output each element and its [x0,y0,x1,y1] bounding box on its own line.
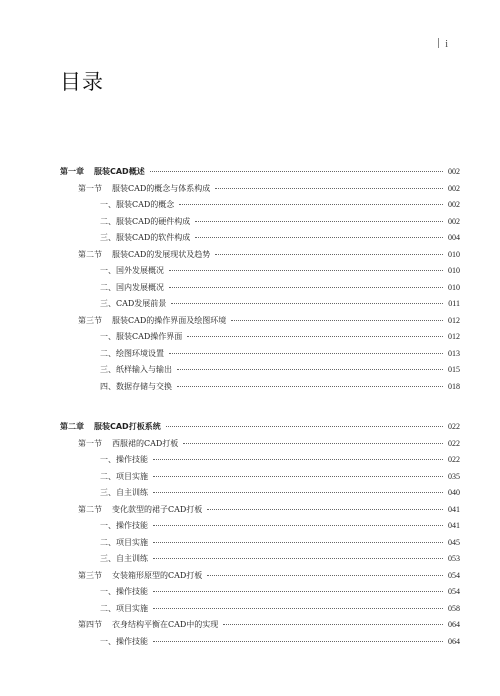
dot-leader [169,287,443,288]
dot-leader [223,624,443,625]
toc-section-entry-page-number: 054 [448,570,460,580]
toc-section-entry-text: 第二节 [78,504,102,514]
toc-section-entry-page-number: 002 [448,183,460,193]
toc-section-entry-page-number: 010 [448,249,460,259]
toc-item-entry-label [100,636,148,647]
dot-leader [153,459,443,460]
toc-item-entry[interactable] [60,471,460,488]
toc-item-entry-page-number: 022 [448,455,460,464]
toc-item-entry[interactable] [60,537,460,554]
dot-leader [153,558,443,559]
toc-section-entry-page-number: 012 [448,315,460,325]
toc-item-entry-label [100,348,164,359]
toc-section-entry-label [78,438,178,449]
toc-section-entry-label [78,570,202,581]
toc-item-entry-page-number: 015 [448,365,460,374]
toc-section-entry-text: 服装CAD的操作界面及绘图环境 [112,315,227,325]
toc-item-entry-text: 二、服装CAD的硬件构成 [100,216,191,226]
toc-item-entry[interactable] [60,298,460,315]
toc-item-entry-label [100,520,148,531]
toc-item-entry-page-number: 040 [448,488,460,497]
toc-section-entry-label [78,504,202,515]
dot-leader [207,509,443,510]
toc-item-entry-text: 一、操作技能 [100,636,148,646]
toc-item-entry-label [100,537,148,548]
dot-leader [153,591,443,592]
dot-leader [187,336,443,337]
toc-item-entry-text: 三、CAD发展前景 [100,299,167,308]
toc-section-entry-text: 第一节 [78,183,102,193]
toc-section-entry-page-number: 064 [448,620,460,629]
toc-section-entry[interactable] [60,438,460,455]
toc-section-entry-text: 服装CAD的发展现状及趋势 [112,249,211,259]
toc-item-entry-text: 一、操作技能 [100,521,148,530]
toc-item-entry-text: 二、项目实施 [100,537,148,547]
toc-chapter-entry-text: 第二章 [60,422,84,431]
toc-section-entry-text: 第三节 [78,315,102,325]
page-number [438,38,448,50]
toc-item-entry-page-number: 045 [448,537,460,547]
toc-item-entry-text: 二、项目实施 [100,471,148,481]
toc-item-entry-text: 一、服装CAD的概念 [100,200,175,209]
toc-section-entry-label [78,249,210,260]
toc-section-entry[interactable] [60,570,460,587]
toc-item-entry-label [100,586,148,597]
toc-item-entry[interactable] [60,364,460,381]
dot-leader [153,542,443,543]
toc-section-entry-text: 变化款型的裙子CAD打板 [112,504,203,514]
toc-item-entry-text: 三、服装CAD的软件构成 [100,233,191,242]
toc-item-entry[interactable] [60,232,460,249]
toc-item-entry-label [100,364,172,375]
toc-chapter-entry-text: 第一章 [60,167,84,176]
toc-item-entry-text: 三、自主训练 [100,554,148,563]
page-number-value: i [445,39,448,50]
toc-item-entry[interactable] [60,282,460,299]
toc-item-entry-page-number: 041 [448,521,460,530]
toc-item-entry[interactable] [60,331,460,348]
toc-item-entry-text: 一、操作技能 [100,455,148,464]
toc-item-entry-page-number: 064 [448,636,460,646]
toc-chapter-entry-page-number: 002 [448,167,460,176]
toc-item-entry[interactable] [60,586,460,603]
page-title: 目录 [60,70,104,94]
toc-section-entry-text: 西服裙的CAD打板 [112,438,179,448]
chapter-block [60,166,460,397]
toc-section-entry[interactable] [60,183,460,200]
page-number-divider [438,38,439,48]
dot-leader [153,525,443,526]
toc-item-entry-text: 一、国外发展概况 [100,266,164,275]
table-of-contents [60,166,460,676]
toc-item-entry-text: 一、操作技能 [100,587,148,596]
dot-leader [166,426,443,427]
dot-leader [177,386,443,387]
toc-section-entry-text: 服装CAD的概念与体系构成 [112,183,211,193]
dot-leader [177,369,443,370]
toc-item-entry-page-number: 004 [448,233,460,242]
toc-item-entry[interactable] [60,636,460,653]
toc-item-entry-text: 二、国内发展概况 [100,282,164,292]
toc-section-entry[interactable] [60,249,460,266]
toc-item-entry-page-number: 053 [448,554,460,563]
toc-section-entry-text: 女装箱形原型的CAD打板 [112,570,203,580]
toc-item-entry-text: 三、纸样输入与输出 [100,365,172,374]
toc-section-entry-text: 第四节 [78,620,102,629]
toc-chapter-entry-page-number: 022 [448,422,460,431]
dot-leader [179,204,443,205]
toc-item-entry-label [100,487,148,498]
dot-leader [169,353,443,354]
dot-leader [150,171,443,172]
dot-leader [215,188,443,189]
toc-chapter-entry-label [60,421,161,432]
toc-item-entry-label [100,265,164,276]
toc-item-entry[interactable] [60,348,460,365]
toc-item-entry[interactable] [60,199,460,216]
toc-item-entry[interactable] [60,216,460,233]
toc-item-entry-label [100,553,148,564]
toc-section-entry-text: 第一节 [78,438,102,448]
dot-leader [171,303,443,304]
dot-leader [231,320,443,321]
dot-leader [195,221,443,222]
toc-item-entry[interactable] [60,553,460,570]
toc-section-entry[interactable] [60,315,460,332]
toc-item-entry-label [100,454,148,465]
toc-item-entry[interactable] [60,487,460,504]
toc-item-entry-label [100,282,164,293]
dot-leader [153,641,443,642]
toc-chapter-entry-text: 服装CAD打板系统 [94,422,161,431]
toc-item-entry[interactable] [60,603,460,620]
toc-section-entry[interactable] [60,619,460,636]
toc-item-entry-page-number: 011 [448,299,460,308]
toc-section-entry-text: 第三节 [78,570,102,580]
toc-chapter-entry[interactable] [60,166,460,183]
toc-section-entry-page-number: 022 [448,438,460,448]
toc-item-entry-page-number: 058 [448,603,460,613]
toc-section-entry-label [78,315,226,326]
toc-item-entry-label [100,331,182,342]
toc-item-entry[interactable] [60,265,460,282]
toc-chapter-entry[interactable] [60,421,460,438]
toc-item-entry-text: 二、绘图环境设置 [100,348,164,358]
dot-leader [153,476,443,477]
toc-item-entry-page-number: 002 [448,216,460,226]
toc-section-entry-text: 衣身结构平衡在CAD中的实现 [112,620,219,629]
dot-leader [169,270,443,271]
chapter-block [60,421,460,652]
toc-item-entry-page-number: 018 [448,381,460,391]
toc-item-entry-text: 四、数据存储与交换 [100,381,172,391]
dot-leader [215,254,443,255]
dot-leader [207,575,443,576]
toc-item-entry-text: 一、服装CAD操作界面 [100,332,183,341]
toc-chapter-entry-text: 服装CAD概述 [94,167,145,176]
dot-leader [153,492,443,493]
toc-item-entry-page-number: 010 [448,282,460,292]
toc-section-entry-label [78,619,218,630]
toc-item-entry-label [100,381,172,392]
toc-item-entry-page-number: 013 [448,348,460,358]
toc-item-entry-text: 三、自主训练 [100,488,148,497]
toc-item-entry-page-number: 010 [448,266,460,275]
toc-item-entry-page-number: 002 [448,200,460,209]
toc-item-entry[interactable] [60,520,460,537]
toc-section-entry[interactable] [60,504,460,521]
toc-item-entry-text: 二、项目实施 [100,603,148,613]
toc-item-entry-page-number: 054 [448,587,460,596]
toc-chapter-entry-label [60,166,145,177]
toc-item-entry[interactable] [60,381,460,398]
toc-section-entry-text: 第二节 [78,249,102,259]
toc-item-entry-label [100,298,166,309]
dot-leader [195,237,443,238]
toc-item-entry[interactable] [60,454,460,471]
toc-item-entry-page-number: 012 [448,332,460,341]
toc-item-entry-label [100,471,148,482]
toc-item-entry-page-number: 035 [448,471,460,481]
toc-item-entry-label [100,232,190,243]
toc-item-entry-label [100,199,174,210]
toc-section-entry-page-number: 041 [448,504,460,514]
toc-item-entry-label [100,216,190,227]
toc-item-entry-label [100,603,148,614]
dot-leader [183,443,443,444]
dot-leader [153,608,443,609]
toc-section-entry-label [78,183,210,194]
